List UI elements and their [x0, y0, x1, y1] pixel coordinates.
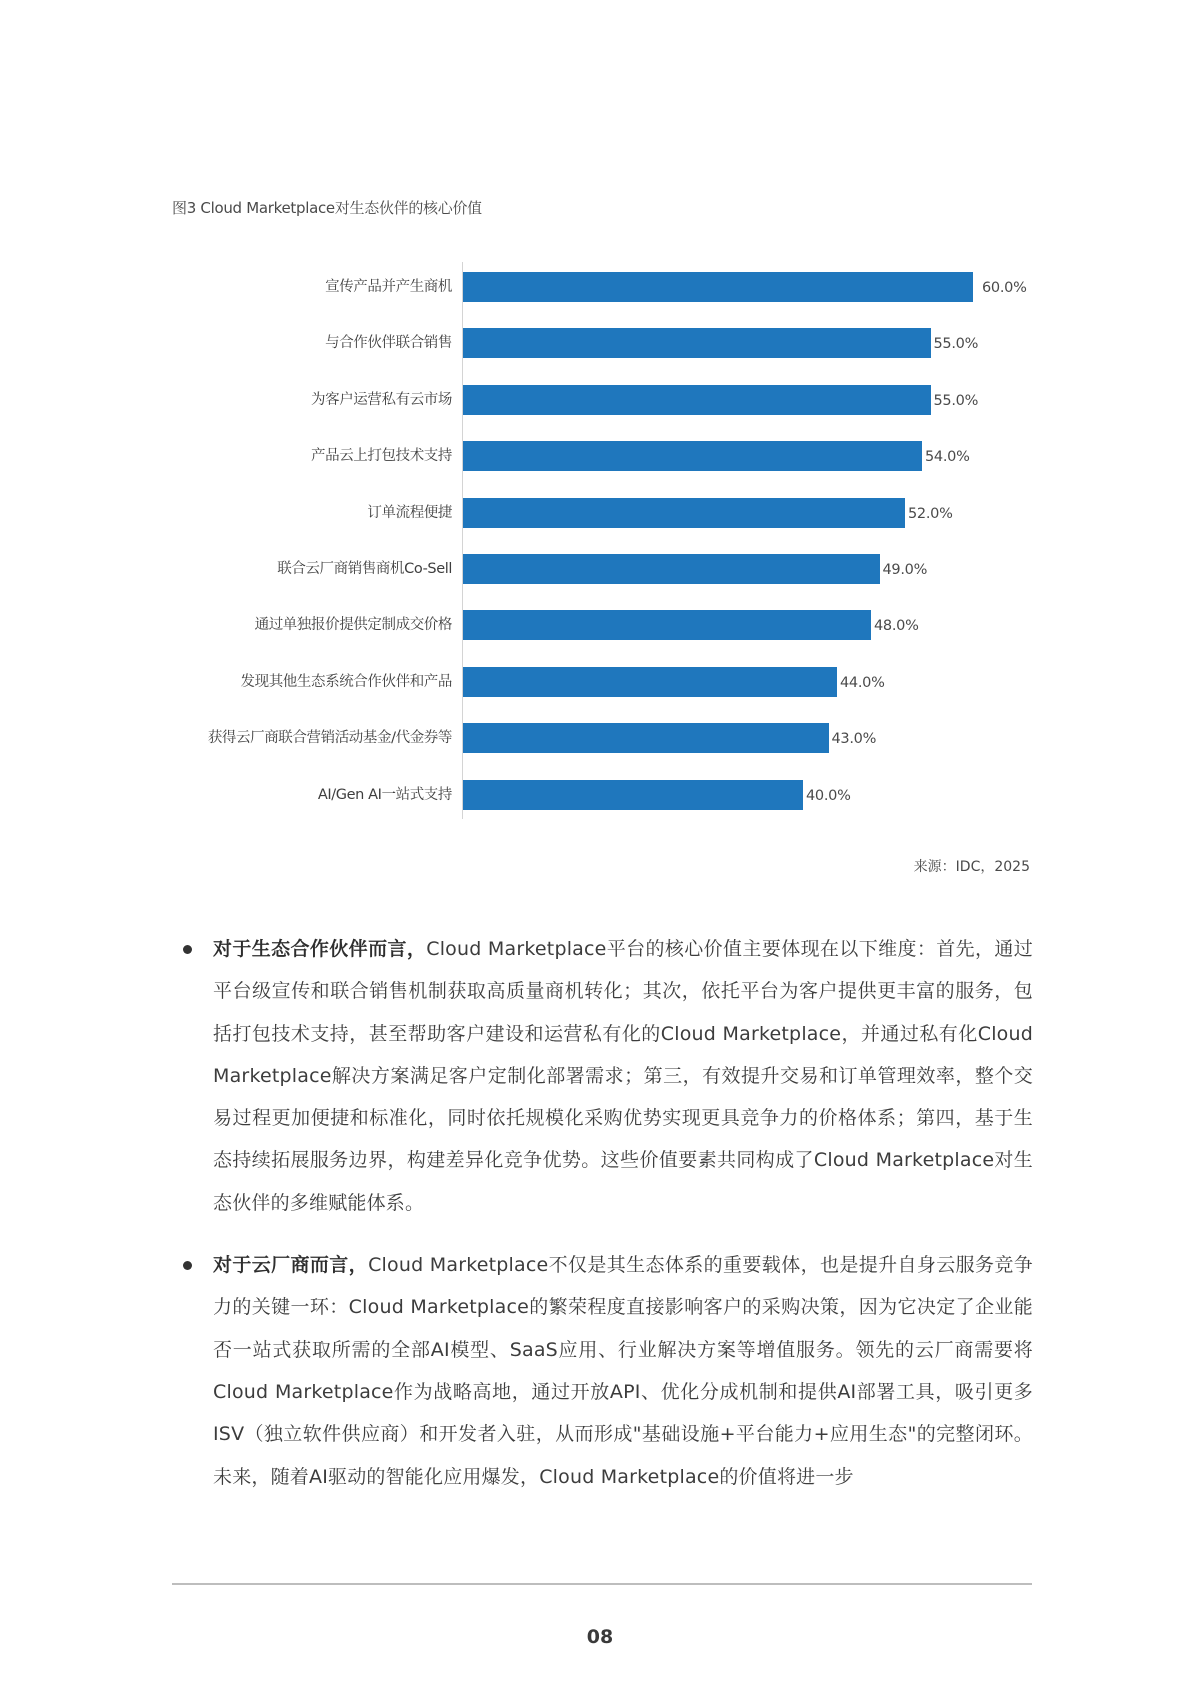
value-label: 49.0% — [882, 562, 928, 578]
figure-title: 图3 Cloud Marketplace对生态伙伴的核心价值 — [172, 199, 482, 217]
bar — [463, 328, 931, 358]
bullet-dot-icon — [183, 945, 192, 954]
category-label: 产品云上打包技术支持 — [311, 448, 452, 465]
category-label: 获得云厂商联合营销活动基金/代金券等 — [207, 730, 452, 747]
bullet-dot-icon — [183, 1261, 192, 1270]
category-label: 与合作伙伴联合销售 — [325, 335, 452, 352]
category-label: AI/Gen AI一站式支持 — [317, 786, 452, 803]
bar — [463, 441, 922, 471]
page-number: 08 — [586, 1626, 614, 1648]
bar — [463, 723, 829, 753]
value-label: 52.0% — [908, 505, 953, 522]
category-label: 为客户运营私有云市场 — [311, 391, 452, 408]
bar — [463, 667, 837, 697]
bullet-item-cloud-vendors — [183, 1244, 1033, 1498]
value-label: 55.0% — [933, 336, 979, 353]
category-label: 发现其他生态系统合作伙伴和产品 — [240, 673, 452, 690]
bullet-text: Cloud Marketplace不仅是其生态体系的重要载体，也是提升自身云服务竞争力的关键一环：Cloud Marketplace的繁荣程度直接影响客户的采购决策，因为它决定了企业能否一站式获取所需的全部AI模型、SaaS应用、行业解决方案等增值服务。领先的云厂商需要将Cloud Marketplace作为战略高地，通过开放API、优化分成机制和提供AI部署工具，吸引更多ISV（独立软件供应商）和开发者入驻，从而形成"基础设施+平台能力+应用生态"的完整闭环。未来，随着AI驱动的智能化应用爆发，Cloud Marketplace的价值将进一步 — [213, 1254, 1033, 1488]
value-label: 43.0% — [831, 731, 877, 748]
bar — [463, 554, 880, 584]
value-label: 40.0% — [806, 787, 851, 804]
bullet-text: Cloud Marketplace平台的核心价值主要体现在以下维度：首先，通过平台级宣传和联合销售机制获取高质量商机转化；其次，依托平台为客户提供更丰富的服务，包括打包技术支持，甚至帮助客户建设和运营私有化的Cloud Marketplace，并通过私有化Cloud Marketplace解决方案满足客户定制化部署需求；第三，有效提升交易和订单管理效率，整个交易过程更加便捷和标准化，同时依托规模化采购优势实现更具竞争力的价格体系；第四，基于生态持续拓展服务边界，构建差异化竞争优势。这些价值要素共同构成了Cloud Marketplace对生态伙伴的多维赋能体系。 — [213, 938, 1034, 1214]
value-label: 48.0% — [874, 618, 919, 635]
bar-chart — [0, 0, 1200, 840]
bar — [463, 498, 905, 528]
value-label: 54.0% — [925, 449, 970, 466]
value-label: 60.0% — [982, 280, 1027, 296]
bullet-lead: 对于云厂商而言， — [213, 1254, 369, 1277]
value-label: 44.0% — [840, 674, 885, 691]
bar — [463, 610, 871, 640]
bar — [463, 780, 803, 810]
body-bullet-list — [183, 928, 1033, 1518]
bullet-lead: 对于生态合作伙伴而言， — [213, 938, 427, 960]
bullet-item-ecosystem-partners — [183, 928, 1033, 1224]
category-label: 联合云厂商销售商机Co-Sell — [277, 561, 452, 577]
category-label: 宣传产品并产生商机 — [325, 279, 452, 295]
footer-divider — [172, 1583, 1032, 1585]
value-label: 55.0% — [933, 392, 979, 409]
chart-source: 来源：IDC，2025 — [913, 859, 1030, 875]
bar — [463, 272, 973, 302]
bar — [463, 385, 931, 415]
category-label: 通过单独报价提供定制成交价格 — [254, 617, 452, 634]
category-label: 订单流程便捷 — [367, 504, 452, 521]
